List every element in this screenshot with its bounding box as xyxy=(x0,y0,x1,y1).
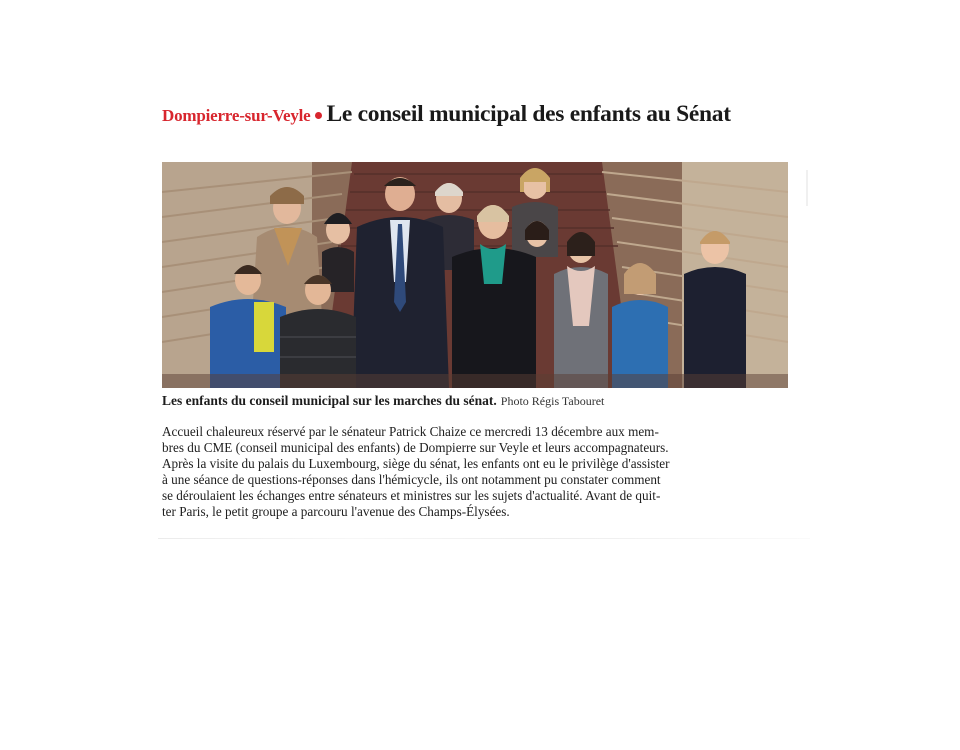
photo-caption xyxy=(162,392,802,410)
body-line: ter Paris, le petit groupe a parcouru l'avenue des Champs-Élysées. xyxy=(162,504,510,519)
body-line: à une séance de questions-réponses dans l'hémicycle, ils ont notamment pu constater comment xyxy=(162,472,661,487)
kicker-location: Dompierre-sur-Veyle xyxy=(162,106,311,125)
scan-artifact xyxy=(806,170,808,206)
body-line: Après la visite du palais du Luxembourg, siège du sénat, les enfants ont eu le privilège d'assister xyxy=(162,456,670,471)
group-photo-illustration xyxy=(162,162,788,388)
article-title: Le conseil municipal des enfants au Sénat xyxy=(326,101,731,127)
scan-edge-line xyxy=(158,538,810,539)
group-photo xyxy=(162,162,788,388)
photo-credit: Photo Régis Tabouret xyxy=(500,394,605,408)
article-body xyxy=(162,424,788,520)
body-line: se déroulaient les échanges entre sénateurs et ministres sur les sujets d'actualité. Avant de quit- xyxy=(162,488,661,503)
body-line: bres du CME (conseil municipal des enfants) de Dompierre sur Veyle et leurs accompagnateurs. xyxy=(162,440,669,455)
caption-text: Les enfants du conseil municipal sur les marches du sénat. xyxy=(162,393,497,408)
bullet-dot-icon xyxy=(315,112,322,119)
headline xyxy=(162,100,802,130)
body-line: Accueil chaleureux réservé par le sénateur Patrick Chaize ce mercredi 13 décembre aux mem- xyxy=(162,424,659,439)
